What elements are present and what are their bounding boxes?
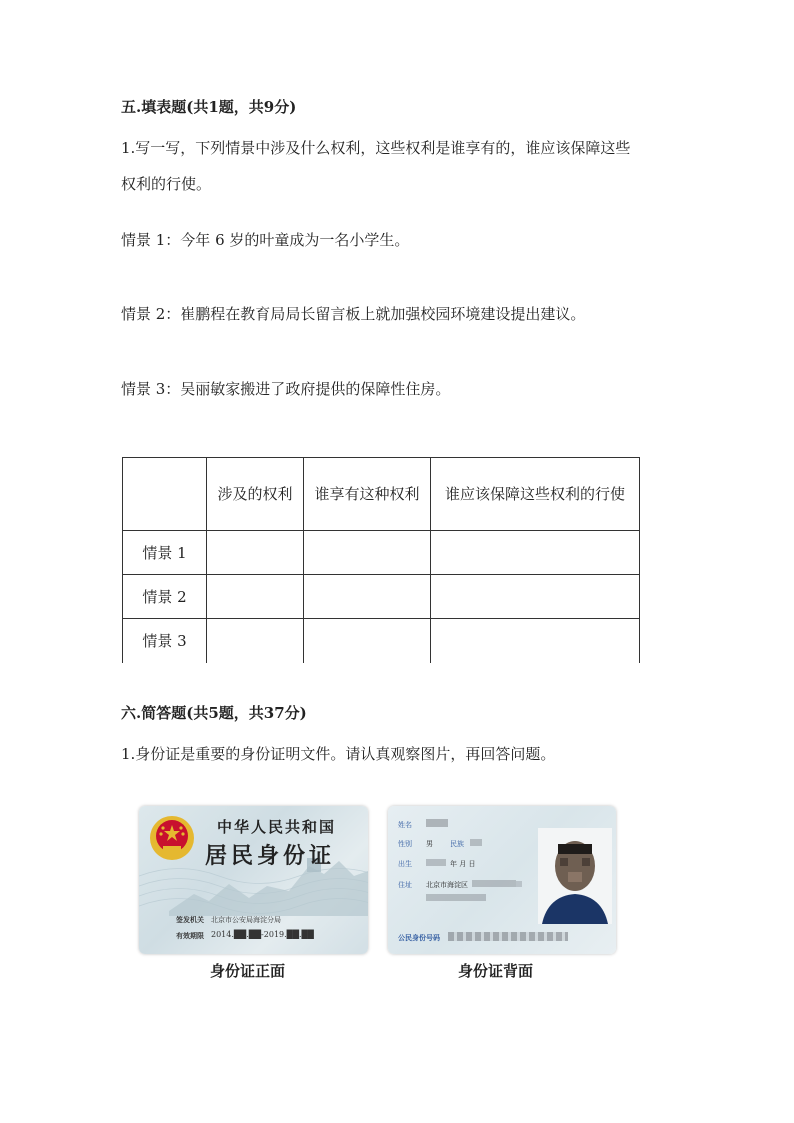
scene-2: 情景 2：崔鹏程在教育局局长留言板上就加强校园环境建设提出建议。 bbox=[121, 305, 586, 323]
id-back-birth-value: 年 月 日 bbox=[450, 860, 476, 868]
id-back-caption: 身份证背面 bbox=[458, 962, 534, 980]
table-cell[interactable] bbox=[431, 619, 640, 663]
table-cell[interactable] bbox=[304, 575, 431, 619]
row-label: 情景 2 bbox=[123, 575, 207, 619]
national-emblem-icon bbox=[150, 816, 194, 860]
id-back-birth-label: 出生 bbox=[398, 860, 412, 868]
table-cell[interactable] bbox=[304, 619, 431, 663]
id-back-address-value: 北京市海淀区 bbox=[426, 881, 468, 889]
question-text-cont: 权利的行使。 bbox=[121, 175, 212, 193]
id-front-validity-label: 有效期限 bbox=[176, 931, 204, 940]
id-front-authority-value: 北京市公安局海淀分局 bbox=[211, 916, 281, 924]
id-back-ethnic-label: 民族 bbox=[450, 840, 464, 848]
id-back-sex-label: 性别 bbox=[398, 840, 412, 848]
table-cell[interactable] bbox=[207, 619, 304, 663]
id-front-caption: 身份证正面 bbox=[210, 962, 286, 980]
id-front-title: 居民身份证 bbox=[205, 843, 336, 869]
table-header-cell: 涉及的权利 bbox=[207, 458, 304, 531]
name-blur bbox=[426, 819, 448, 827]
address-blur-2 bbox=[426, 894, 486, 901]
question-text: 1.写一写，下列情景中涉及什么权利，这些权利是谁享有的，谁应该保障这些 bbox=[121, 139, 631, 157]
address-mark bbox=[516, 881, 522, 887]
idno-blur bbox=[448, 932, 568, 941]
id-front-validity-value: 2014.██.██-2019.██.██ bbox=[211, 930, 314, 939]
portrait-photo bbox=[538, 828, 612, 924]
fill-in-table bbox=[122, 457, 640, 663]
table-cell[interactable] bbox=[431, 531, 640, 575]
table-row bbox=[123, 575, 640, 619]
id-back-name-label: 姓名 bbox=[398, 821, 412, 829]
ethnic-blur bbox=[470, 839, 482, 846]
address-blur bbox=[472, 880, 516, 887]
id-card-front-image bbox=[139, 806, 368, 954]
table-header-row bbox=[123, 458, 640, 531]
table-row bbox=[123, 531, 640, 575]
section5-heading: 五.填表题(共1题，共9分) bbox=[121, 98, 297, 116]
question-text: 1.身份证是重要的身份证明文件。请认真观察图片，再回答问题。 bbox=[121, 745, 556, 763]
birth-blur bbox=[426, 859, 446, 866]
table-cell[interactable] bbox=[207, 531, 304, 575]
table-cell[interactable] bbox=[207, 575, 304, 619]
scene-1: 情景 1：今年 6 岁的叶童成为一名小学生。 bbox=[121, 231, 410, 249]
id-back-idno-label: 公民身份号码 bbox=[398, 933, 440, 942]
row-label: 情景 3 bbox=[123, 619, 207, 663]
table-cell[interactable] bbox=[431, 575, 640, 619]
id-front-authority-label: 签发机关 bbox=[176, 915, 204, 924]
section6-heading: 六.简答题(共5题，共37分) bbox=[121, 704, 307, 722]
row-label: 情景 1 bbox=[123, 531, 207, 575]
table-header-cell: 谁享有这种权利 bbox=[304, 458, 431, 531]
id-front-country: 中华人民共和国 bbox=[217, 818, 337, 836]
table-header-cell bbox=[123, 458, 207, 531]
table-header-cell: 谁应该保障这些权利的行使 bbox=[431, 458, 640, 531]
table-row bbox=[123, 619, 640, 663]
id-back-sex-value: 男 bbox=[426, 840, 433, 848]
id-back-address-label: 住址 bbox=[398, 881, 412, 889]
table-cell[interactable] bbox=[304, 531, 431, 575]
scene-3: 情景 3：吴丽敏家搬进了政府提供的保障性住房。 bbox=[121, 380, 451, 398]
id-card-back-image bbox=[388, 806, 616, 954]
